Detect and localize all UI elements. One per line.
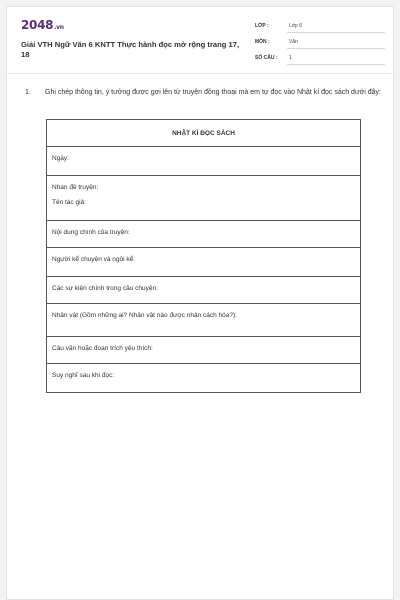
- table-row: [47, 364, 361, 393]
- page-header: [7, 7, 393, 71]
- table-row: [47, 304, 361, 337]
- worksheet-page: [6, 6, 394, 600]
- table-row: [47, 147, 361, 176]
- logo-suffix: .vn: [54, 24, 64, 31]
- table-row: [47, 176, 361, 221]
- meta-label-class: LỚP :: [255, 23, 269, 29]
- row-label-characters: Nhân vật (Gồm những ai? Nhân vật nào được nhân cách hóa?):: [52, 312, 237, 319]
- table-row: [47, 221, 361, 248]
- meta-value-class: Lớp 6: [289, 23, 303, 29]
- question-text: Ghi chép thông tin, ý tưởng được gợi lên từ truyện đồng thoại mà em tự đọc vào Nhật kí đọc sách dưới đây:: [45, 89, 381, 96]
- table-row: [47, 248, 361, 277]
- meta-value-subject: Văn: [289, 39, 298, 45]
- question-number: 1.: [25, 89, 31, 96]
- logo-text: 2048: [21, 18, 54, 32]
- meta-row-class: [255, 21, 385, 37]
- meta-underline: [287, 48, 385, 49]
- header-divider: [7, 73, 393, 74]
- table-heading: NHẬT KÍ ĐỌC SÁCH: [47, 120, 361, 147]
- row-label-title: Nhan đề truyện:: [52, 184, 99, 191]
- meta-underline: [287, 32, 385, 33]
- row-label-content: Nội dung chính của truyện:: [52, 229, 130, 236]
- row-label-narrator: Người kể chuyện và ngôi kể:: [52, 256, 136, 263]
- site-logo[interactable]: [21, 18, 64, 35]
- meta-label-subject: MÔN :: [255, 39, 270, 45]
- meta-label-count: SỐ CÂU :: [255, 55, 278, 61]
- meta-underline: [287, 64, 385, 65]
- table-row: [47, 337, 361, 364]
- page-title: Giải VTH Ngữ Văn 6 KNTT Thực hành đọc mở rộng trang 17, 18: [21, 40, 240, 59]
- row-label-date: Ngày:: [52, 155, 69, 162]
- meta-value-count: 1: [289, 55, 292, 61]
- row-label-reflection: Suy nghĩ sau khi đọc:: [52, 372, 115, 379]
- meta-row-count: [255, 53, 385, 69]
- row-label-author: Tên tác giả:: [52, 199, 86, 206]
- row-label-favorite-quote: Câu văn hoặc đoạn trích yêu thích:: [52, 345, 153, 352]
- meta-info: [255, 21, 385, 69]
- table-row: [47, 277, 361, 304]
- meta-row-subject: [255, 37, 385, 53]
- reading-diary-table: [46, 119, 361, 393]
- row-label-events: Các sự kiện chính trong câu chuyện:: [52, 285, 158, 292]
